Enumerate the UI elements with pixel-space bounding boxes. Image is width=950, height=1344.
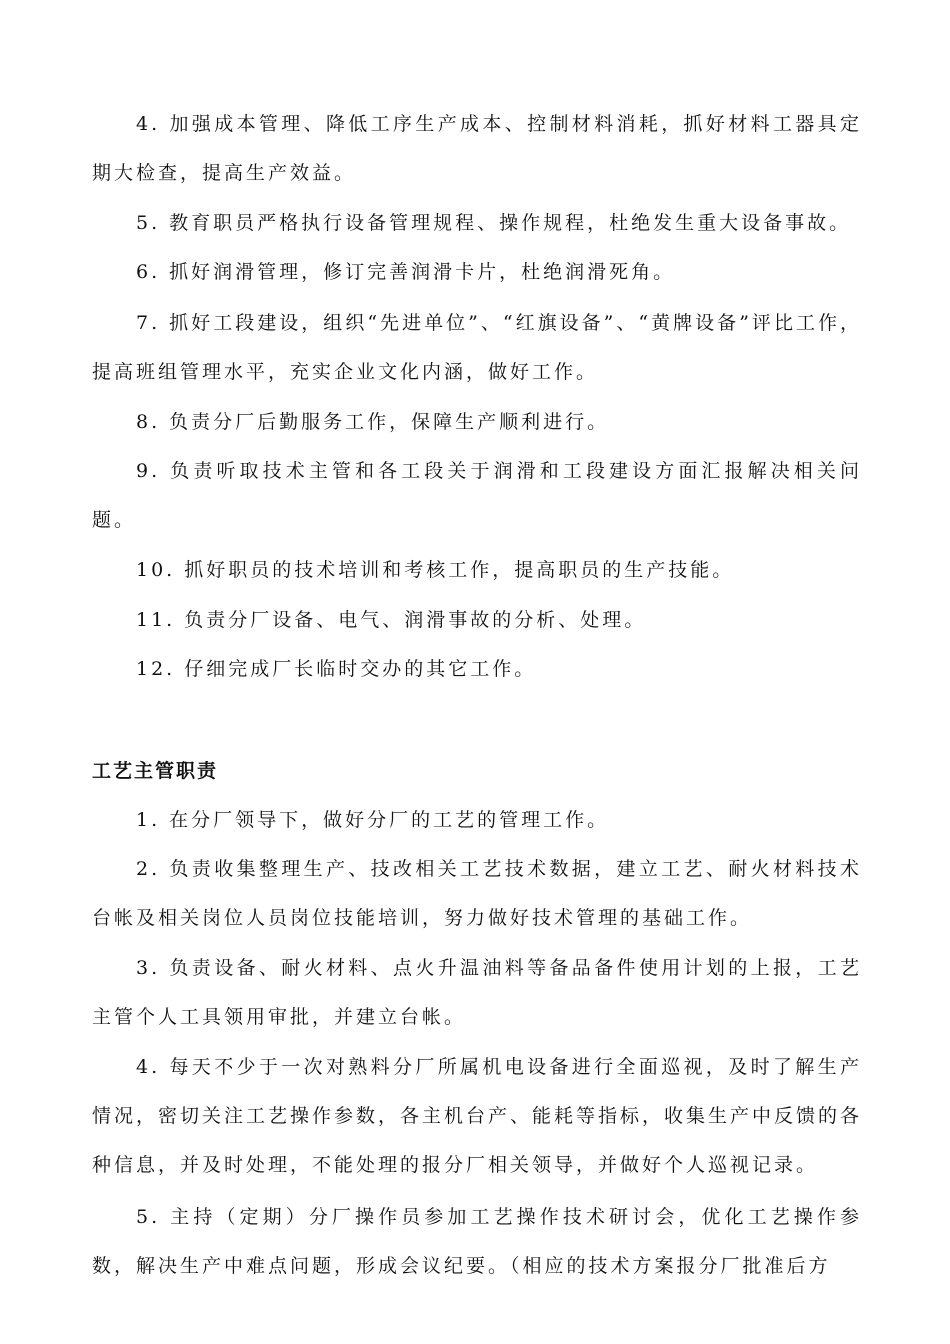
duty-item-4: 4. 加强成本管理、降低工序生产成本、控制材料消耗，抓好材料工器具定期大检查，提高生产效益。	[92, 113, 862, 184]
section-title: 工艺主管职责	[92, 760, 219, 782]
process-duty-item-1: 1. 在分厂领导下，做好分厂的工艺的管理工作。	[136, 809, 610, 831]
process-duty-item-2: 2. 负责收集整理生产、技改相关工艺技术数据，建立工艺、耐火材料技术台帐及相关岗位人员岗位技能培训，努力做好技术管理的基础工作。	[92, 858, 862, 929]
duty-item-12: 12. 仔细完成厂长临时交办的其它工作。	[136, 658, 537, 680]
duty-item-9: 9. 负责听取技术主管和各工段关于润滑和工段建设方面汇报解决相关问题。	[92, 460, 862, 531]
process-duty-item-3: 3. 负责设备、耐火材料、点火升温油料等备品备件使用计划的上报，工艺主管个人工具领用审批，并建立台帐。	[92, 957, 862, 1028]
duty-item-8: 8. 负责分厂后勤服务工作，保障生产顺利进行。	[136, 411, 610, 433]
process-duty-item-5: 5. 主持（定期）分厂操作员参加工艺操作技术研讨会，优化工艺操作参数，解决生产中难点问题，形成会议纪要。（相应的技术方案报分厂批准后方	[92, 1206, 862, 1277]
duty-item-11: 11. 负责分厂设备、电气、润滑事故的分析、处理。	[136, 609, 647, 631]
duty-item-6: 6. 抓好润滑管理，修订完善润滑卡片，杜绝润滑死角。	[136, 261, 676, 283]
duty-item-10: 10. 抓好职员的技术培训和考核工作，提高职员的生产技能。	[136, 559, 735, 581]
duty-item-7: 7. 抓好工段建设，组织“先进单位”、“红旗设备”、“黄牌设备”评比工作，提高班组管理水平，充实企业文化内涵，做好工作。	[92, 312, 862, 383]
duty-item-5: 5. 教育职员严格执行设备管理规程、操作规程，杜绝发生重大设备事故。	[136, 212, 852, 234]
process-duty-item-4: 4. 每天不少于一次对熟料分厂所属机电设备进行全面巡视，及时了解生产情况，密切关注工艺操作参数，各主机台产、能耗等指标，收集生产中反馈的各种信息，并及时处理，不能处理的报分厂相关领导，并做好个人巡视记录。	[92, 1056, 863, 1176]
